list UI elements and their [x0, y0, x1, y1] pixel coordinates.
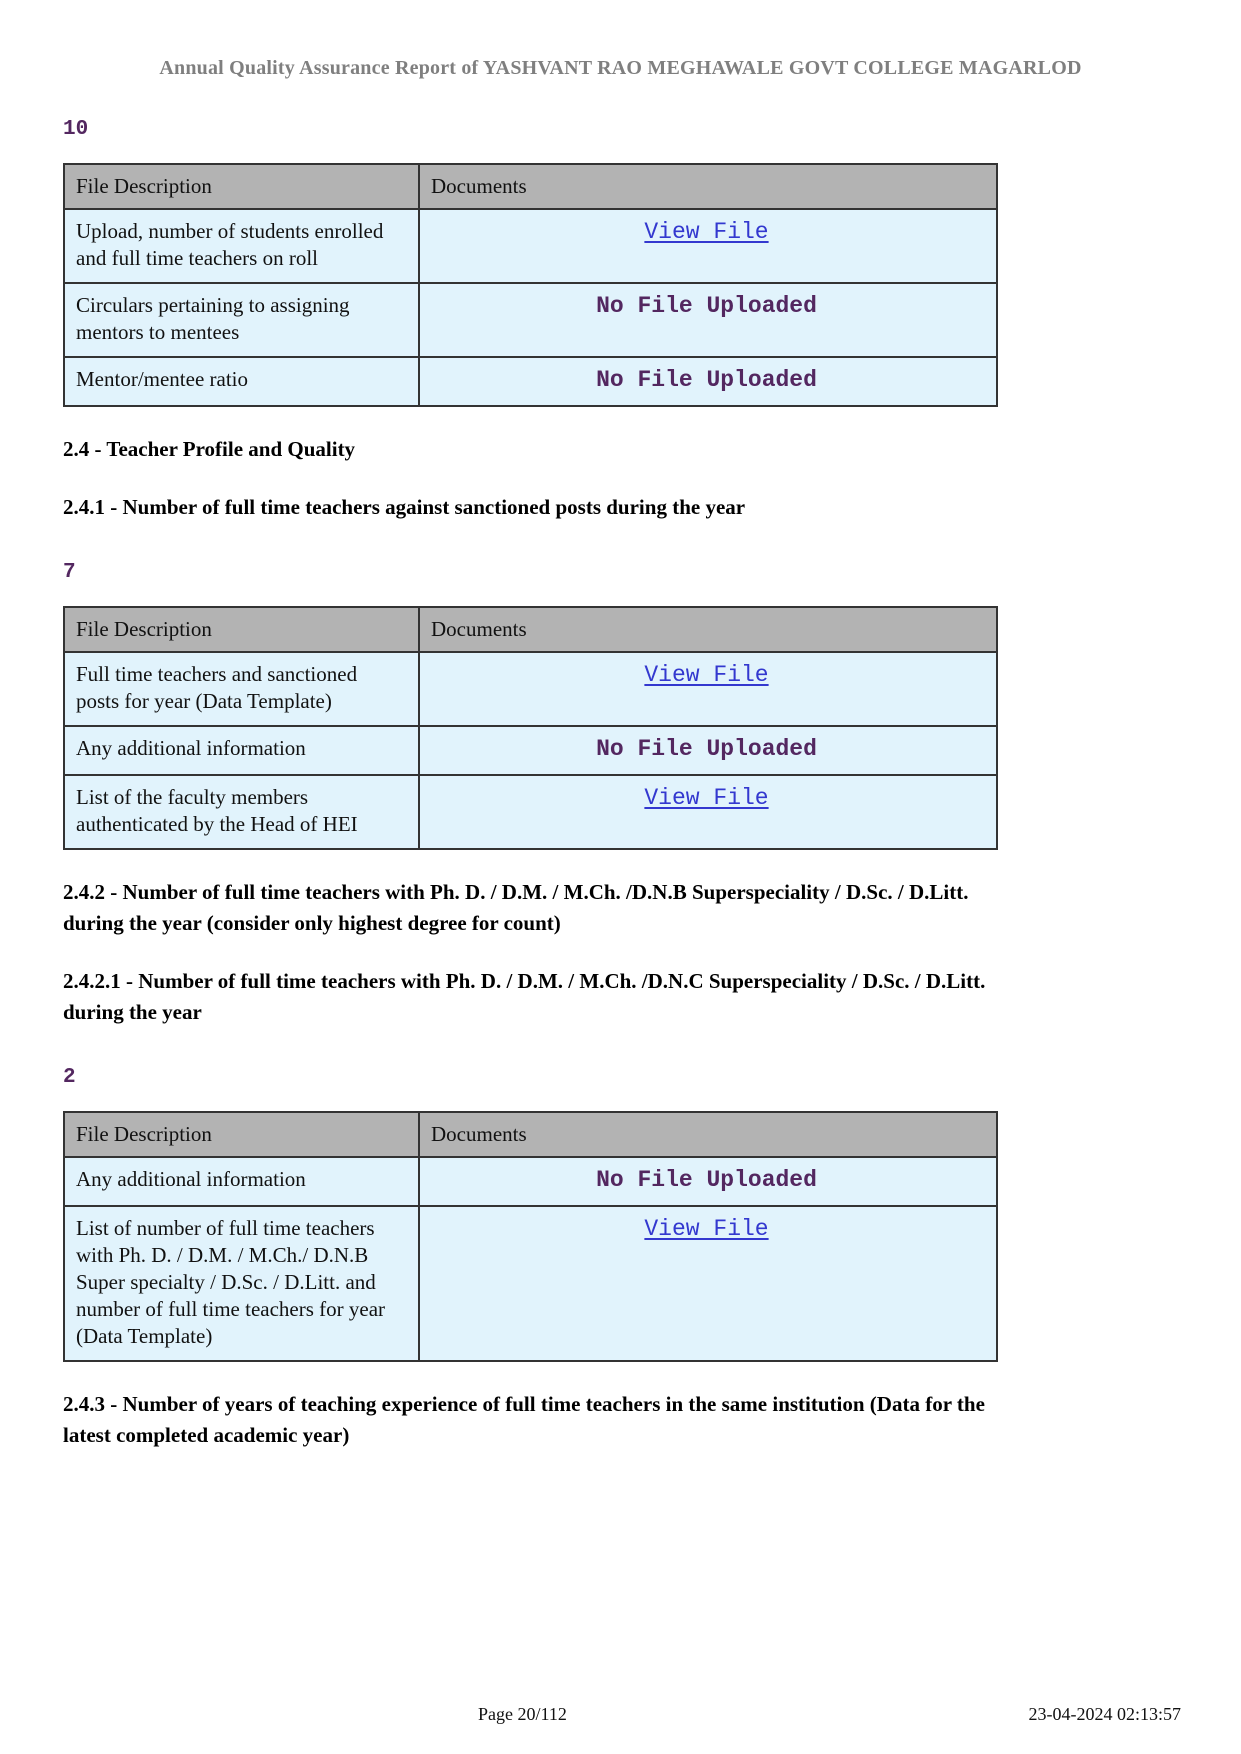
- count-value-2: 7: [63, 560, 76, 584]
- view-file-link[interactable]: View File: [644, 219, 769, 245]
- page-number: Page 20/112: [478, 1704, 567, 1724]
- section-heading-2-4-1: 2.4.1 - Number of full time teachers against sanctioned posts during the year: [63, 494, 746, 519]
- section-heading-2-4-2-1: 2.4.2.1 - Number of full time teachers with Ph. D. / D.M. / M.Ch. /D.N.C Superspeciality / D.Sc. / D.Litt. during the year: [63, 968, 986, 1024]
- report-title: Annual Quality Assurance Report of YASHVANT RAO MEGHAWALE GOVT COLLEGE MAGARLOD: [159, 57, 1082, 79]
- file-description-cell: Any additional information: [64, 726, 419, 775]
- column-header-documents: Documents: [419, 607, 997, 652]
- table-header-row: [64, 607, 997, 652]
- no-file-status: No File Uploaded: [596, 366, 817, 393]
- file-description-cell: List of number of full time teachers with Ph. D. / D.M. / M.Ch./ D.N.B Super specialty / D.Sc. / D.Litt. and number of full time teachers for year (Data Template): [64, 1206, 419, 1360]
- column-header-file-description: File Description: [64, 607, 419, 652]
- document-cell: [419, 357, 997, 406]
- table-row: [64, 209, 997, 283]
- no-file-status: No File Uploaded: [596, 1166, 817, 1193]
- view-file-link[interactable]: View File: [644, 1216, 769, 1243]
- document-cell: [419, 652, 997, 726]
- view-file-link[interactable]: View File: [644, 661, 769, 688]
- no-file-status: No File Uploaded: [596, 292, 817, 319]
- table-row: [64, 652, 997, 726]
- column-header-documents: Documents: [419, 1112, 997, 1157]
- file-description-cell: Upload, number of students enrolled and full time teachers on roll: [64, 209, 419, 283]
- view-file-link[interactable]: View File: [644, 785, 769, 812]
- documents-table-3: [63, 1111, 998, 1362]
- documents-table-2: [63, 606, 998, 850]
- table-row: [64, 1206, 997, 1360]
- file-description-cell: Circulars pertaining to assigning mentors to mentees: [64, 283, 419, 357]
- table-row: [64, 357, 997, 406]
- table-row: [64, 1157, 997, 1206]
- section-heading-2-4: 2.4 - Teacher Profile and Quality: [63, 436, 356, 461]
- table-header-row: [64, 164, 997, 209]
- no-file-status: No File Uploaded: [596, 735, 817, 762]
- table-row: [64, 726, 997, 775]
- section-heading-2-4-3: 2.4.3 - Number of years of teaching experience of full time teachers in the same institution (Data for the latest completed academic year): [63, 1391, 985, 1447]
- column-header-documents: Documents: [419, 164, 997, 209]
- file-description-cell: List of the faculty members authenticated by the Head of HEI: [64, 775, 419, 849]
- documents-table-1: [63, 163, 998, 407]
- document-cell: [419, 775, 997, 849]
- document-cell: [419, 209, 997, 283]
- column-header-file-description: File Description: [64, 1112, 419, 1157]
- section-heading-2-4-2: 2.4.2 - Number of full time teachers with Ph. D. / D.M. / M.Ch. /D.N.B Superspeciality / D.Sc. / D.Litt. during the year (consider only highest degree for count): [63, 879, 969, 935]
- count-value-3: 2: [63, 1065, 76, 1089]
- document-cell: [419, 1206, 997, 1360]
- file-description-cell: Mentor/mentee ratio: [64, 357, 419, 406]
- generated-timestamp: 23-04-2024 02:13:57: [1028, 1704, 1181, 1724]
- page-footer: [0, 1704, 1241, 1728]
- file-description-cell: Any additional information: [64, 1157, 419, 1206]
- file-description-cell: Full time teachers and sanctioned posts for year (Data Template): [64, 652, 419, 726]
- count-value-1: 10: [63, 118, 89, 141]
- column-header-file-description: File Description: [64, 164, 419, 209]
- table-row: [64, 775, 997, 849]
- document-cell: [419, 1157, 997, 1206]
- table-row: [64, 283, 997, 357]
- document-cell: [419, 726, 997, 775]
- table-header-row: [64, 1112, 997, 1157]
- document-cell: [419, 283, 997, 357]
